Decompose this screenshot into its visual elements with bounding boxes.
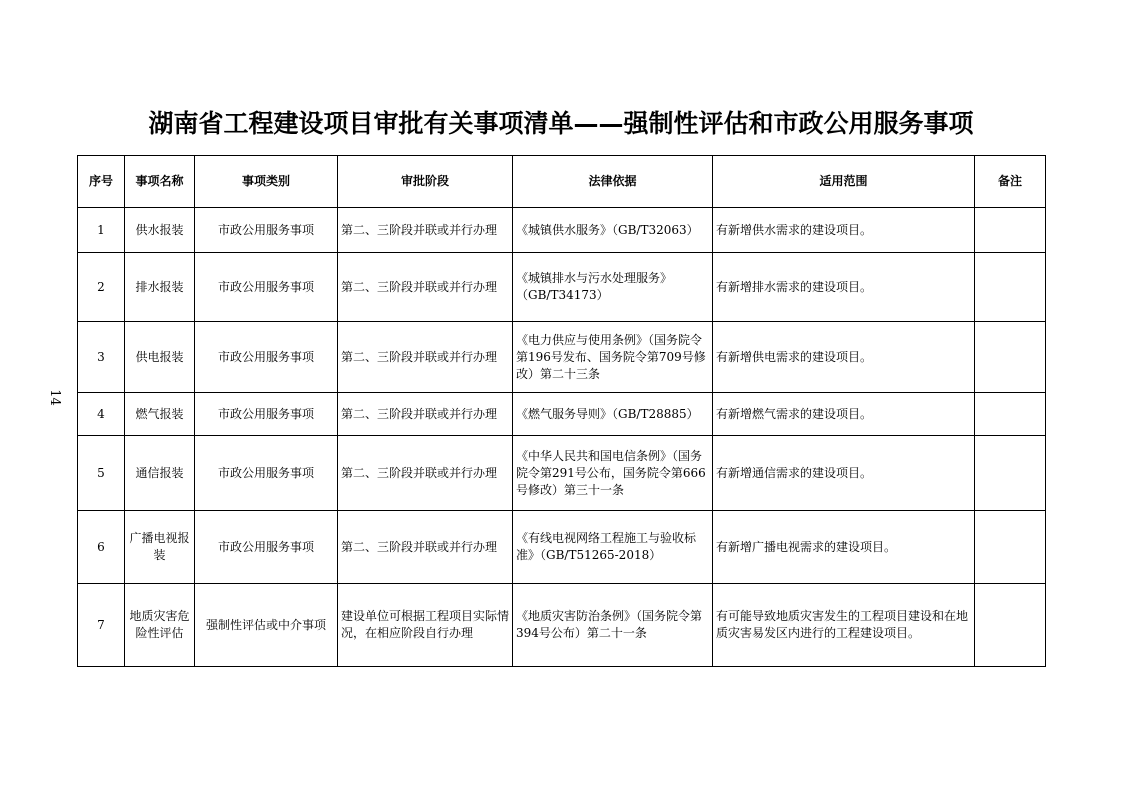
cell-no: 1 xyxy=(78,208,125,253)
header-cell-stage: 审批阶段 xyxy=(338,156,513,208)
item-list-table xyxy=(77,155,1046,667)
cell-category: 市政公用服务事项 xyxy=(195,208,338,253)
cell-remark xyxy=(975,511,1046,584)
cell-category: 强制性评估或中介事项 xyxy=(195,584,338,667)
cell-stage: 第二、三阶段并联或并行办理 xyxy=(338,208,513,253)
cell-stage: 建设单位可根据工程项目实际情况，在相应阶段自行办理 xyxy=(338,584,513,667)
cell-scope: 有新增广播电视需求的建设项目。 xyxy=(713,511,975,584)
cell-name: 地质灾害危险性评估 xyxy=(125,584,195,667)
cell-stage: 第二、三阶段并联或并行办理 xyxy=(338,253,513,322)
cell-category: 市政公用服务事项 xyxy=(195,393,338,436)
cell-no: 6 xyxy=(78,511,125,584)
header-cell-basis: 法律依据 xyxy=(513,156,713,208)
cell-remark xyxy=(975,322,1046,393)
table-row xyxy=(78,511,1046,584)
cell-remark xyxy=(975,253,1046,322)
cell-basis: 《中华人民共和国电信条例》（国务院令第291号公布，国务院令第666号修改）第三十一条 xyxy=(513,436,713,511)
cell-remark xyxy=(975,436,1046,511)
cell-basis: 《地质灾害防治条例》（国务院令第394号公布）第二十一条 xyxy=(513,584,713,667)
cell-category: 市政公用服务事项 xyxy=(195,322,338,393)
cell-scope: 有新增燃气需求的建设项目。 xyxy=(713,393,975,436)
cell-category: 市政公用服务事项 xyxy=(195,253,338,322)
cell-no: 2 xyxy=(78,253,125,322)
cell-remark xyxy=(975,393,1046,436)
cell-scope: 有新增供水需求的建设项目。 xyxy=(713,208,975,253)
cell-basis: 《电力供应与使用条例》（国务院令第196号发布、国务院令第709号修改）第二十三条 xyxy=(513,322,713,393)
cell-stage: 第二、三阶段并联或并行办理 xyxy=(338,393,513,436)
cell-category: 市政公用服务事项 xyxy=(195,436,338,511)
cell-stage: 第二、三阶段并联或并行办理 xyxy=(338,322,513,393)
header-cell-scope: 适用范围 xyxy=(713,156,975,208)
table-row xyxy=(78,436,1046,511)
cell-stage: 第二、三阶段并联或并行办理 xyxy=(338,436,513,511)
header-cell-category: 事项类别 xyxy=(195,156,338,208)
cell-name: 通信报装 xyxy=(125,436,195,511)
cell-no: 5 xyxy=(78,436,125,511)
header-cell-no: 序号 xyxy=(78,156,125,208)
cell-scope: 有新增供电需求的建设项目。 xyxy=(713,322,975,393)
cell-remark xyxy=(975,584,1046,667)
cell-no: 4 xyxy=(78,393,125,436)
document-title: 湖南省工程建设项目审批有关事项清单——强制性评估和市政公用服务事项 xyxy=(148,109,974,138)
table-row xyxy=(78,208,1046,253)
cell-basis: 《城镇排水与污水处理服务》（GB/T34173） xyxy=(513,253,713,322)
cell-name: 供电报装 xyxy=(125,322,195,393)
cell-name: 燃气报装 xyxy=(125,393,195,436)
cell-basis: 《有线电视网络工程施工与验收标准》（GB/T51265-2018） xyxy=(513,511,713,584)
cell-category: 市政公用服务事项 xyxy=(195,511,338,584)
cell-remark xyxy=(975,208,1046,253)
cell-no: 3 xyxy=(78,322,125,393)
cell-basis: 《燃气服务导则》（GB/T28885） xyxy=(513,393,713,436)
cell-name: 广播电视报装 xyxy=(125,511,195,584)
table-header-row xyxy=(78,156,1046,208)
cell-no: 7 xyxy=(78,584,125,667)
cell-basis: 《城镇供水服务》（GB/T32063） xyxy=(513,208,713,253)
table-row xyxy=(78,584,1046,667)
cell-name: 排水报装 xyxy=(125,253,195,322)
page-number: 14 xyxy=(46,389,62,406)
table-row xyxy=(78,322,1046,393)
cell-scope: 有可能导致地质灾害发生的工程项目建设和在地质灾害易发区内进行的工程建设项目。 xyxy=(713,584,975,667)
header-cell-name: 事项名称 xyxy=(125,156,195,208)
table-row xyxy=(78,253,1046,322)
cell-stage: 第二、三阶段并联或并行办理 xyxy=(338,511,513,584)
table-row xyxy=(78,393,1046,436)
header-cell-remark: 备注 xyxy=(975,156,1046,208)
cell-name: 供水报装 xyxy=(125,208,195,253)
cell-scope: 有新增排水需求的建设项目。 xyxy=(713,253,975,322)
cell-scope: 有新增通信需求的建设项目。 xyxy=(713,436,975,511)
